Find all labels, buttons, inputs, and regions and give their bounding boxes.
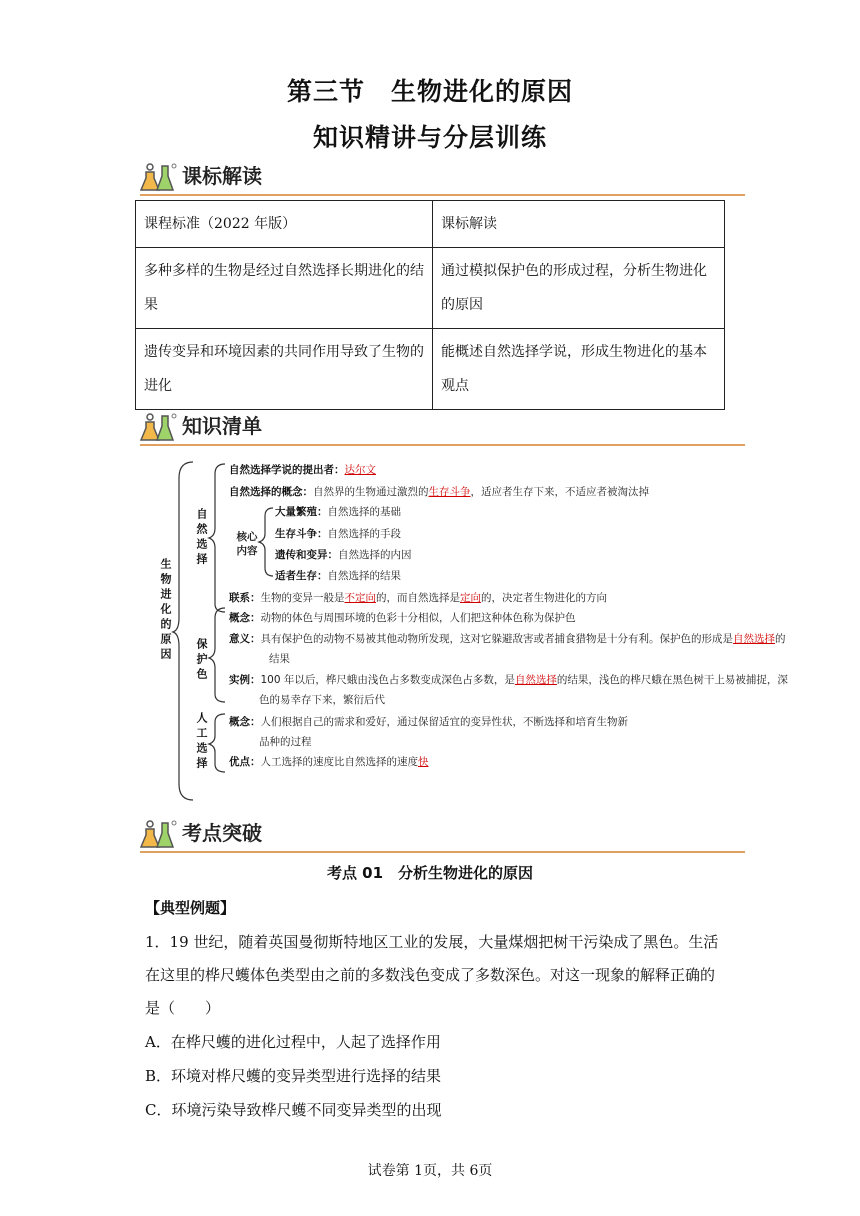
mm-protective-meaning: 意义：具有保护色的动物不易被其他动物所发现，这对它躲避敌害或者捕食猎物是十分有利。保护色的形成是自然选择的: [229, 633, 786, 645]
question-line: 是（ ）: [145, 999, 221, 1017]
mind-map-natural-label: 自然选择: [195, 508, 208, 568]
section-heading: 考点 01 分析生物进化的原因: [326, 864, 534, 882]
page-title: 第三节 生物进化的原因: [286, 77, 573, 106]
banner-label: 考点突破: [182, 821, 262, 845]
mm-artificial-advantage: 优点：人工选择的速度比自然选择的速度快: [229, 756, 429, 768]
table-cell: 课标解读: [433, 201, 725, 248]
banner-standard: [140, 158, 745, 196]
option-b: B．环境对桦尺蠖的变异类型进行选择的结果: [145, 1067, 442, 1085]
standard-table: [135, 200, 725, 410]
mm-protective-example-cont: 色的易幸存下来，繁衍后代: [259, 694, 385, 706]
mind-map-artificial-label: 人工选择: [195, 712, 208, 772]
question-line: 在这里的桦尺蠖体色类型由之前的多数浅色变成了多数深色。对这一现象的解释正确的: [145, 966, 716, 984]
flask-icon: [140, 815, 180, 853]
banner-rule: [140, 851, 745, 853]
table-row: [136, 248, 725, 329]
mm-natural-concept: 自然选择的概念：自然界的生物通过激烈的生存斗争，适应者生存下来，不适应者被淘汰掉: [229, 486, 649, 498]
mm-protective-concept: 概念：动物的体色与周围环境的色彩十分相似，人们把这种体色称为保护色: [229, 612, 576, 624]
table-cell: 通过模拟保护色的形成过程，分析生物进化的原因: [433, 248, 725, 329]
table-cell: 多种多样的生物是经过自然选择长期进化的结果: [136, 248, 433, 329]
banner-label: 知识清单: [182, 414, 262, 438]
banner-label: 课标解读: [182, 164, 262, 188]
mm-artificial-concept-cont: 品种的过程: [259, 736, 312, 748]
option-a: A．在桦尺蠖的进化过程中，人起了选择作用: [145, 1033, 441, 1051]
mm-protective-example: 实例：100 年以后，桦尺蛾由浅色占多数变成深色占多数，是自然选择的结果，浅色的桦尺蛾在黑色树干上易被捕捉，深: [229, 674, 788, 686]
mind-map-core-label: 核心内容: [236, 531, 258, 557]
table-row: [136, 329, 725, 410]
mind-map-protective-label: 保护色: [195, 638, 208, 683]
mm-proposer: 自然选择学说的提出者：达尔文: [229, 464, 376, 476]
mm-core-4: 适者生存：自然选择的结果: [275, 570, 401, 582]
mm-core-2: 生存斗争：自然选择的手段: [275, 528, 401, 540]
banner-knowledge: [140, 408, 745, 446]
mm-core-3: 遗传和变异：自然选择的内因: [275, 549, 412, 561]
table-cell: 能概述自然选择学说，形成生物进化的基本观点: [433, 329, 725, 410]
mm-artificial-concept: 概念：人们根据自己的需求和爱好，通过保留适宜的变异性状，不断选择和培育生物新: [229, 716, 628, 728]
option-c: C．环境污染导致桦尺蠖不同变异类型的出现: [145, 1101, 442, 1119]
banner-points: [140, 815, 745, 853]
example-tag: 【典型例题】: [145, 899, 236, 917]
banner-rule: [140, 194, 745, 196]
flask-icon: [140, 158, 180, 196]
flask-icon: [140, 408, 180, 446]
table-row: [136, 201, 725, 248]
table-cell: 遗传变异和环境因素的共同作用导致了生物的进化: [136, 329, 433, 410]
page-subtitle: 知识精讲与分层训练: [312, 123, 547, 152]
mind-map: [145, 458, 788, 806]
mm-natural-link: 联系：生物的变异一般是不定向的，而自然选择是定向的，决定者生物进化的方向: [229, 592, 607, 604]
mm-protective-meaning-cont: 结果: [269, 653, 290, 665]
mind-map-root: 生物进化的原因: [159, 558, 172, 663]
question-line: 1．19 世纪，随着英国曼彻斯特地区工业的发展，大量煤烟把树干污染成了黑色。生活: [145, 933, 719, 951]
page-footer: 试卷第 1页，共 6页: [367, 1163, 493, 1179]
table-cell: 课程标准（2022 年版）: [136, 201, 433, 248]
mm-core-1: 大量繁殖：自然选择的基础: [275, 506, 401, 518]
banner-rule: [140, 444, 745, 446]
